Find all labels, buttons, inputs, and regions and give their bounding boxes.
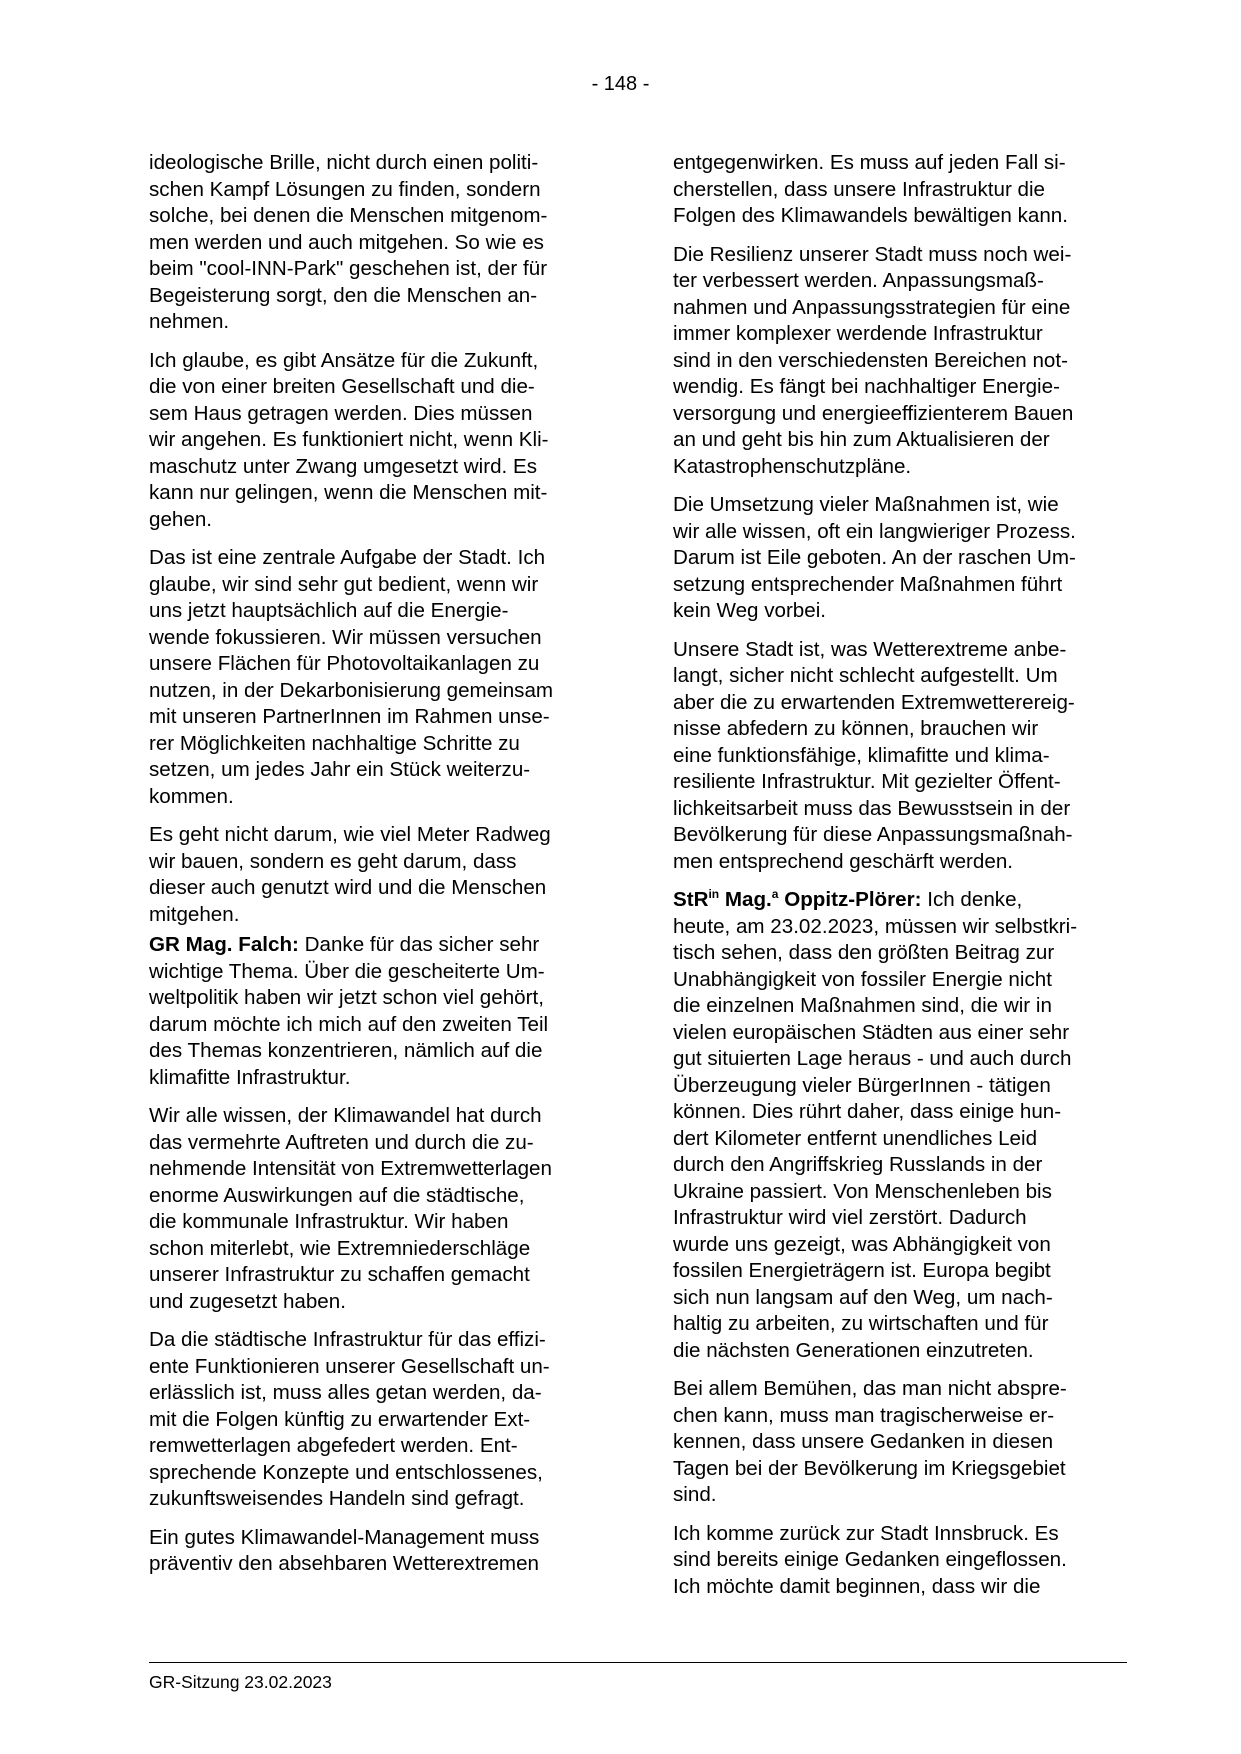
text-line: Ich komme zurück zur Stadt Innsbruck. Es [673, 1521, 1059, 1545]
text-line: wichtige Thema. Über die gescheiterte Um- [149, 959, 545, 983]
text-line: Ein gutes Klimawandel-Management muss [149, 1525, 540, 1549]
text-line: wendig. Es fängt bei nachhaltiger Energie- [673, 375, 1060, 398]
text-line: mitgehen. [149, 902, 240, 926]
text-line: sprechende Konzepte und entschlossenes, [149, 1460, 543, 1484]
text-line: ente Funktionieren unserer Gesellschaft un- [149, 1354, 550, 1378]
text-line: men entsprechend geschärft werden. [673, 849, 1013, 873]
text-line: aber die zu erwartenden Extremwetterereig- [673, 690, 1075, 714]
text-line: die kommunale Infrastruktur. Wir haben [149, 1210, 509, 1233]
text-line: immer komplexer werdende Infrastruktur [673, 322, 1043, 345]
text-line: glaube, wir sind sehr gut bedient, wenn wir [149, 572, 539, 596]
text-line: sich nun langsam auf den Weg, um nach- [673, 1285, 1053, 1309]
text-line: dert Kilometer entfernt unendliches Leid [673, 1126, 1038, 1150]
text-line: Infrastruktur wird viel zerstört. Dadurch [673, 1206, 1027, 1229]
text-line: kann nur gelingen, wenn die Menschen mit- [149, 481, 548, 504]
text-line: kennen, dass unsere Gedanken in diesen [673, 1430, 1054, 1453]
text-line: an und geht bis hin zum Aktualisieren der [673, 428, 1050, 451]
text-line: nehmen. [149, 310, 230, 333]
text-line: Die Resilienz unserer Stadt muss noch wei- [673, 242, 1072, 266]
text-line: sind bereits einige Gedanken eingeflossen. [673, 1548, 1067, 1571]
text-line: men werden und auch mitgehen. So wie es [149, 230, 544, 254]
text-line: eine funktionsfähige, klimafitte und klima- [673, 743, 1050, 767]
text-line: unsere Flächen für Photovoltaikanlagen zu [149, 652, 540, 675]
text-line: Das ist eine zentrale Aufgabe der Stadt. Ich [149, 546, 546, 569]
text-line: das vermehrte Auftreten und durch die zu- [149, 1130, 534, 1154]
paragraph [149, 1327, 601, 1513]
text-line: erlässlich ist, muss alles getan werden, da- [149, 1381, 542, 1404]
text-line: Darum ist Eile geboten. An der raschen Um- [673, 546, 1076, 569]
text-line: haltig zu arbeiten, zu wirtschaften und für [673, 1312, 1049, 1335]
text-line: weltpolitik haben wir jetzt schon viel gehört, [149, 986, 544, 1009]
text-line: setzen, um jedes Jahr ein Stück weiterzu- [149, 758, 531, 781]
text-line: nehmende Intensität von Extremwetterlagen [149, 1157, 552, 1180]
paragraph [149, 150, 601, 336]
paragraph [673, 887, 1125, 1364]
text-line: setzung entsprechender Maßnahmen führt [673, 572, 1063, 596]
paragraph [149, 348, 601, 534]
text-line: versorgung und energieeffizienterem Bauen [673, 401, 1074, 425]
text-line: Bevölkerung für diese Anpassungsmaßnah- [673, 823, 1073, 846]
text-line: nutzen, in der Dekarbonisierung gemeinsam [149, 678, 554, 702]
paragraph [673, 492, 1125, 625]
paragraph [673, 242, 1125, 481]
page-number: - 148 - [591, 73, 650, 95]
text-line: unserer Infrastruktur zu schaffen gemacht [149, 1263, 530, 1286]
text-line: die von einer breiten Gesellschaft und die- [149, 375, 535, 398]
paragraph [149, 545, 601, 810]
text-line: schon miterlebt, wie Extremniederschläge [149, 1236, 531, 1260]
text-line: entgegenwirken. Es muss auf jeden Fall si- [673, 151, 1066, 174]
text-line: mit unseren PartnerInnen im Rahmen unse- [149, 705, 550, 728]
text-line: dieser auch genutzt wird und die Menschen [149, 876, 547, 899]
paragraph [149, 1103, 601, 1315]
text-line: fossilen Energieträgern ist. Europa begibt [673, 1259, 1051, 1282]
text-line: Überzeugung vieler BürgerInnen - tätigen [673, 1073, 1051, 1097]
text-line: zukunftsweisendes Handeln sind gefragt. [149, 1487, 525, 1510]
text-line: kommen. [149, 784, 234, 808]
text-line: tisch sehen, dass den größten Beitrag zur [673, 941, 1055, 964]
text-line: präventiv den absehbaren Wetterextremen [149, 1552, 539, 1575]
text-line: durch den Angriffskrieg Russlands in der [673, 1153, 1043, 1176]
text-line: darum möchte ich mich auf den zweiten Teil [149, 1012, 549, 1036]
text-line: rer Möglichkeiten nachhaltige Schritte zu [149, 731, 520, 755]
text-line: Da die städtische Infrastruktur für das effizi- [149, 1328, 546, 1351]
speaker-degree: Mag. [719, 888, 772, 911]
text-line: ter verbessert werden. Anpassungsmaß- [673, 269, 1044, 292]
text-line: Bei allem Bemühen, das man nicht abspre- [673, 1377, 1067, 1400]
text-line: wende fokussieren. Wir müssen versuchen [149, 625, 542, 649]
speaker-name [673, 888, 921, 911]
paragraph [149, 1525, 601, 1578]
text-line: Ich glaube, es gibt Ansätze für die Zukunft, [149, 348, 539, 372]
text-line: lichkeitsarbeit muss das Bewusstsein in der [673, 796, 1071, 820]
text-line: Katastrophenschutzpläne. [673, 454, 912, 478]
text-line: Unsere Stadt ist, was Wetterextreme anbe- [673, 637, 1067, 661]
text-line: und zugesetzt haben. [149, 1289, 346, 1313]
left-column [149, 150, 601, 1590]
text-line: können. Dies rührt daher, dass einige hun- [673, 1100, 1062, 1123]
text-line: wir bauen, sondern es geht darum, dass [149, 849, 517, 873]
text-line: Tagen bei der Bevölkerung im Kriegsgebiet [673, 1456, 1066, 1480]
text-fragment: Ich denke, [927, 888, 1023, 911]
text-line: gehen. [149, 507, 212, 531]
text-line: langt, sicher nicht schlecht aufgestellt. Um [673, 664, 1058, 687]
text-line: nahmen und Anpassungsstrategien für eine [673, 295, 1071, 319]
text-line: resiliente Infrastruktur. Mit gezielter Öffent- [673, 770, 1061, 793]
footer-divider [149, 1662, 1127, 1663]
text-line: Wir alle wissen, der Klimawandel hat durch [149, 1104, 542, 1127]
text-line [149, 932, 601, 959]
text-line: Unabhängigkeit von fossiler Energie nicht [673, 967, 1052, 991]
text-line: schen Kampf Lösungen zu finden, sondern [149, 177, 541, 201]
text-line: remwetterlagen abgefedert werden. Ent- [149, 1434, 518, 1457]
speaker-degree-suffix: a [771, 887, 779, 902]
paragraph [149, 932, 601, 1091]
text-line: solche, bei denen die Menschen mitgenom- [149, 204, 548, 227]
text-line: nisse abfedern zu können, brauchen wir [673, 717, 1039, 740]
text-line: mit die Folgen künftig zu erwartender Ext- [149, 1407, 531, 1431]
text-fragment: Danke für das sicher sehr [304, 933, 540, 956]
speaker-name: GR Mag. Falch: [149, 933, 299, 956]
text-line: sind in den verschiedensten Bereichen not- [673, 348, 1068, 372]
right-column [673, 150, 1125, 1612]
text-line: ideologische Brille, nicht durch einen politi- [149, 151, 539, 174]
paragraph [673, 150, 1125, 230]
text-line: Ich möchte damit beginnen, dass wir die [673, 1574, 1041, 1598]
speaker-title-suffix: in [708, 887, 720, 902]
speaker-surname: Oppitz-Plörer: [778, 888, 922, 911]
text-line: sem Haus getragen werden. Dies müssen [149, 401, 533, 425]
text-line: gut situierten Lage heraus - und auch durch [673, 1047, 1072, 1070]
paragraph [673, 1521, 1125, 1601]
paragraph [673, 1376, 1125, 1509]
text-line: die einzelnen Maßnahmen sind, die wir in [673, 994, 1052, 1017]
text-line: klimafitte Infrastruktur. [149, 1065, 351, 1089]
text-line: Die Umsetzung vieler Maßnahmen ist, wie [673, 493, 1059, 516]
footer-session-date: GR-Sitzung 23.02.2023 [149, 1672, 332, 1692]
text-line: cherstellen, dass unsere Infrastruktur die [673, 177, 1046, 201]
text-line: die nächsten Generationen einzutreten. [673, 1338, 1034, 1362]
text-line: enorme Auswirkungen auf die städtische, [149, 1183, 525, 1207]
text-line: heute, am 23.02.2023, müssen wir selbstkri- [673, 914, 1078, 938]
text-line: Folgen des Klimawandels bewältigen kann. [673, 204, 1068, 227]
text-line: des Themas konzentrieren, nämlich auf die [149, 1039, 543, 1062]
text-line: wir angehen. Es funktioniert nicht, wenn Kli- [149, 428, 549, 451]
text-line: Begeisterung sorgt, den die Menschen an- [149, 283, 538, 307]
text-line [673, 887, 1125, 914]
text-line: maschutz unter Zwang umgesetzt wird. Es [149, 454, 538, 478]
paragraph [149, 822, 601, 928]
text-line: wir alle wissen, oft ein langwieriger Prozess. [673, 519, 1076, 543]
text-line: Ukraine passiert. Von Menschenleben bis [673, 1179, 1052, 1203]
speaker-title: StR [673, 888, 709, 911]
text-line: Es geht nicht darum, wie viel Meter Radweg [149, 823, 551, 846]
text-line: vielen europäischen Städten aus einer sehr [673, 1020, 1070, 1044]
text-line: chen kann, muss man tragischerweise er- [673, 1403, 1055, 1427]
text-line: beim "cool-INN-Park" geschehen ist, der für [149, 257, 548, 280]
text-line: sind. [673, 1483, 717, 1506]
paragraph [673, 637, 1125, 876]
text-line: kein Weg vorbei. [673, 599, 827, 622]
text-line: uns jetzt hauptsächlich auf die Energie- [149, 599, 509, 622]
text-line: wurde uns gezeigt, was Abhängigkeit von [673, 1232, 1051, 1256]
